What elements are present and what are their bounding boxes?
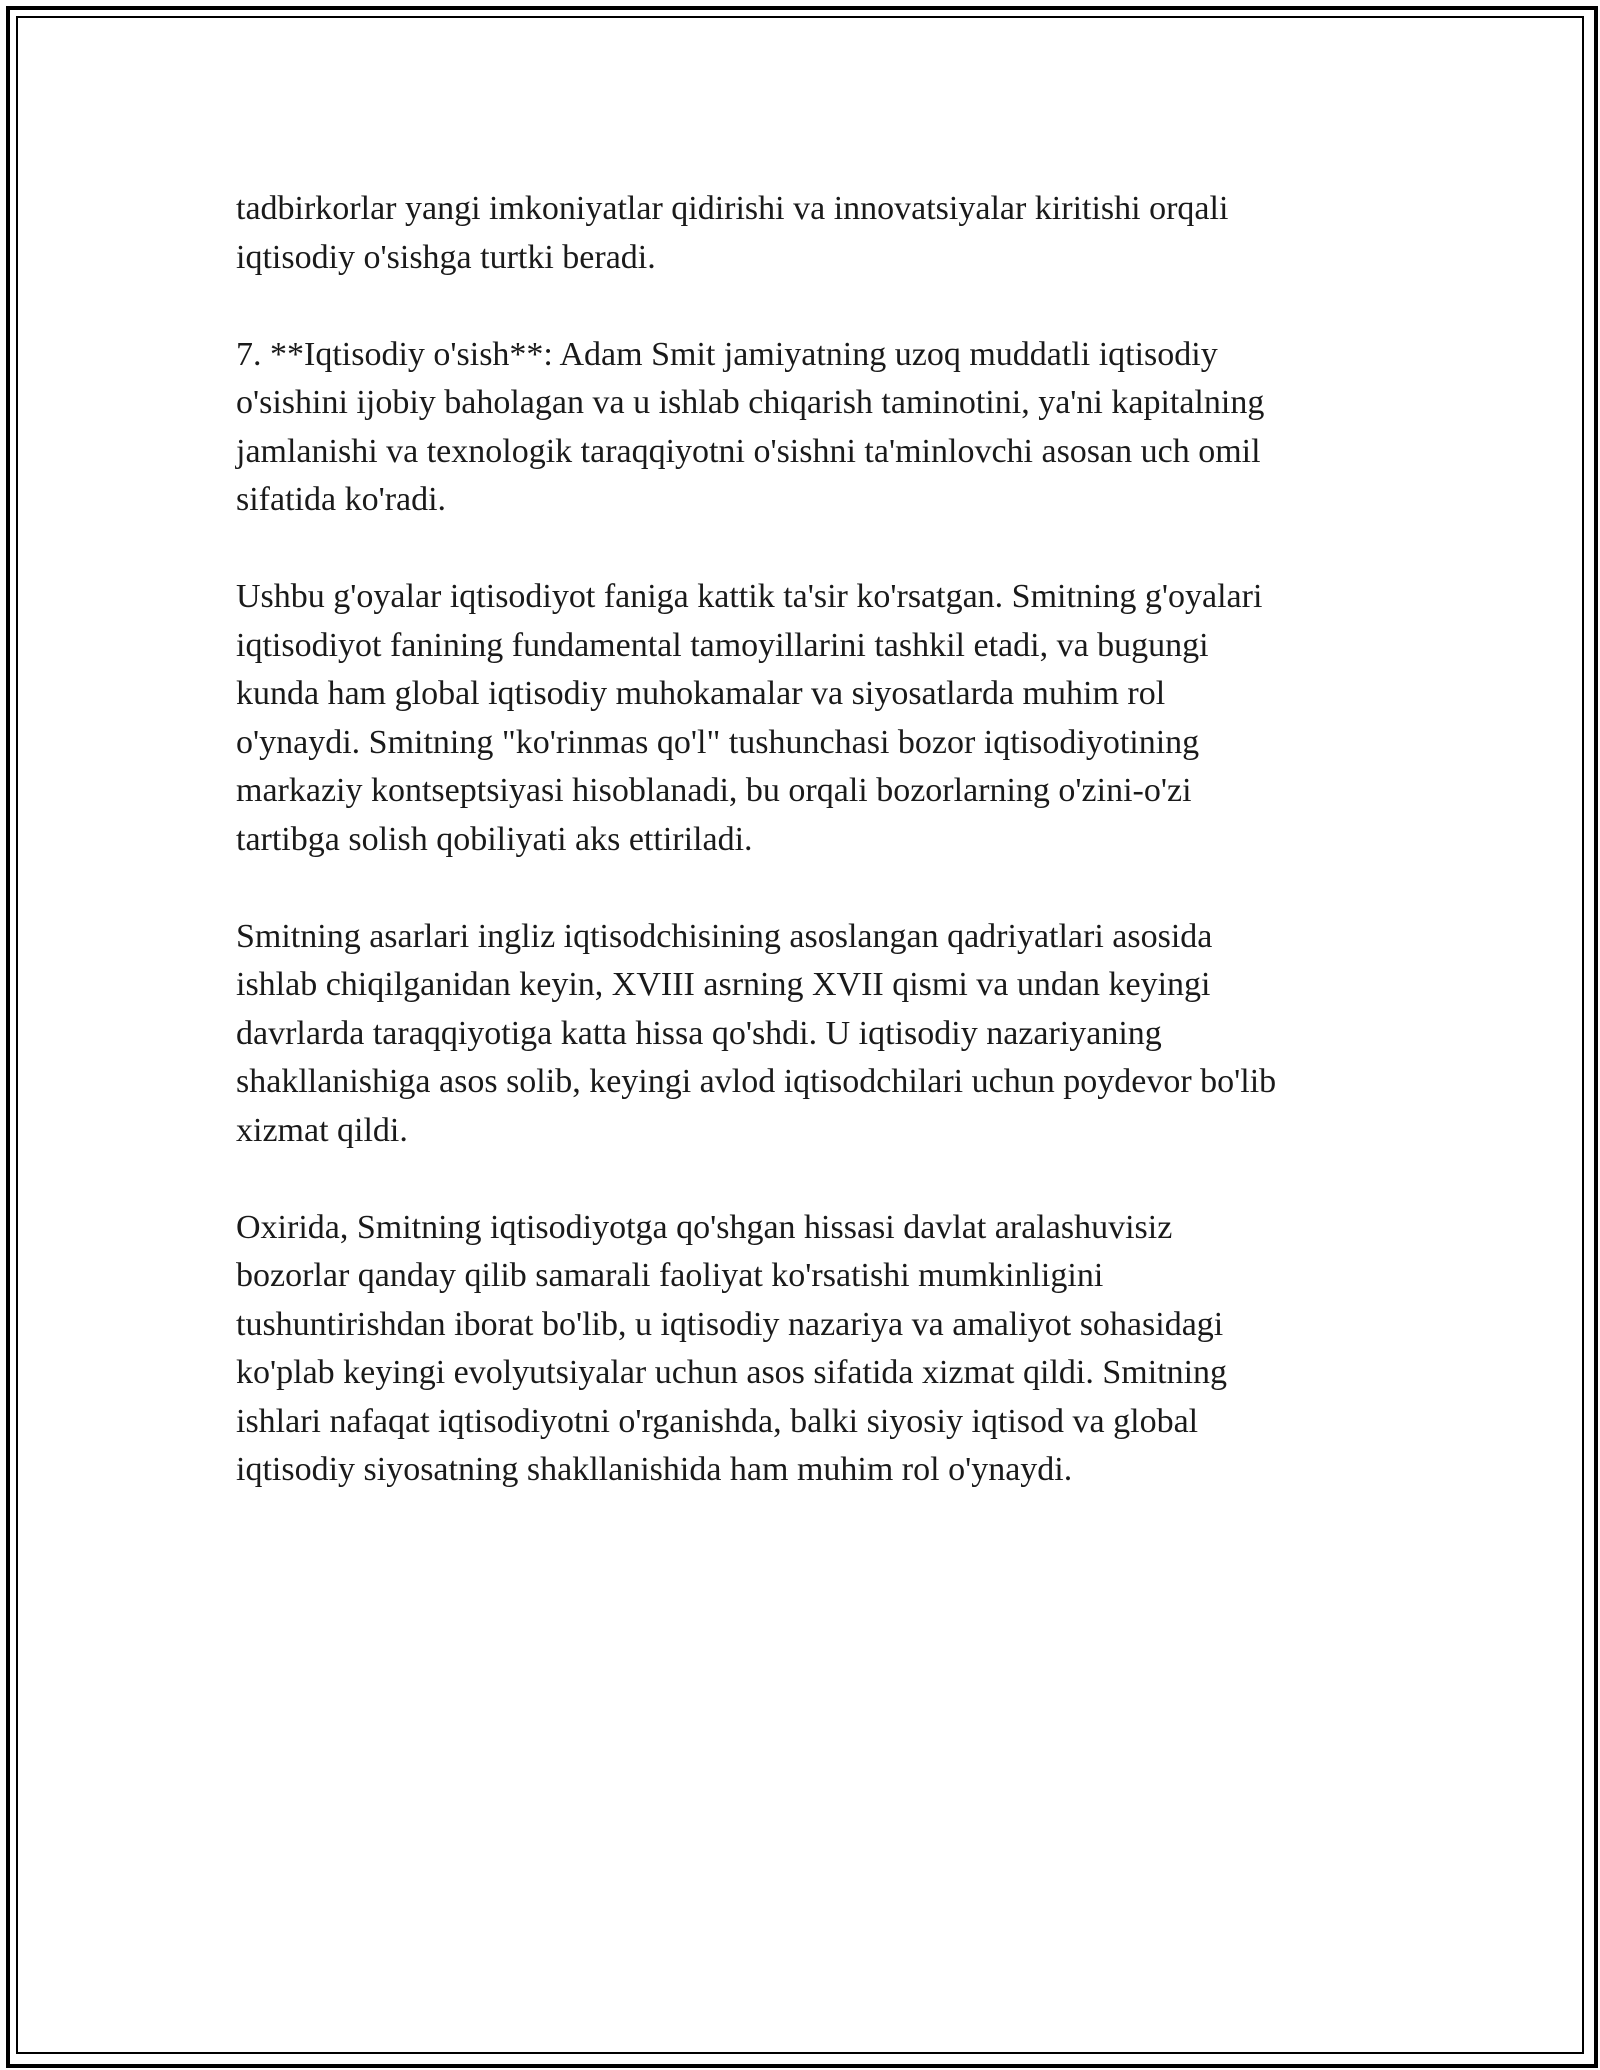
paragraph-conclusion: Oxirida, Smitning iqtisodiyotga qo'shgan hissasi davlat aralashuvisiz bozorlar qanday qilib samarali faoliyat ko'rsatishi mumkinligini tushuntirishdan iborat bo'lib, u iqtisodiy nazariya va amaliyot sohasidagi ko'plab keyingi evolyutsiyalar uchun asos sifatida xizmat qildi. Smitning ishlari nafaqat iqtisodiyotni o'rganishda, balki siyosiy iqtisod va global iqtisodiy siyosatning shakllanishida ham muhim rol o'ynaydi. — [236, 1208, 1228, 1488]
paragraph-ideas-influence: Ushbu g'oyalar iqtisodiyot faniga kattik ta'sir ko'rsatgan. Smitning g'oyalari iqtisodiyot fanining fundamental tamoyillarini tashkil etadi, va bugungi kunda ham global iqtisodiy muhokamalar va siyosatlarda muhim rol o'ynaydi. Smitning "ko'rinmas qo'l" tushunchasi bozor iqtisodiyotining markaziy kontseptsiyasi hisoblanadi, bu orqali bozorlarning o'zini-o'zi tartibga solish qobiliyati aks ettiriladi. — [236, 578, 1263, 858]
paragraph-economic-growth: 7. **Iqtisodiy o'sish**: Adam Smit jamiyatning uzoq muddatli iqtisodiy o'sishini ijobiy baholagan va u ishlab chiqarish taminotini, ya'ni kapitalning jamlanishi va texnologik taraqqiyotni o'sishni ta'minlovchi asosan uch omil sifatida ko'radi. — [236, 335, 1265, 518]
paragraph-entrepreneurs-growth: tadbirkorlar yangi imkoniyatlar qidirishi va innovatsiyalar kiritishi orqali iqtisodiy o'sishga turtki beradi. — [236, 190, 1229, 276]
paragraph-smith-works: Smitning asarlari ingliz iqtisodchisining asoslangan qadriyatlari asosida ishlab chiqilganidan keyin, XVIII asrning XVII qismi va undan keyingi davrlarda taraqqiyotiga katta hissa qo'shdi. U iqtisodiy nazariyaning shakllanishiga asos solib, keyingi avlod iqtisodchilari uchun poydevor bo'lib xizmat qildi. — [236, 917, 1277, 1149]
document-body — [236, 185, 1366, 1543]
